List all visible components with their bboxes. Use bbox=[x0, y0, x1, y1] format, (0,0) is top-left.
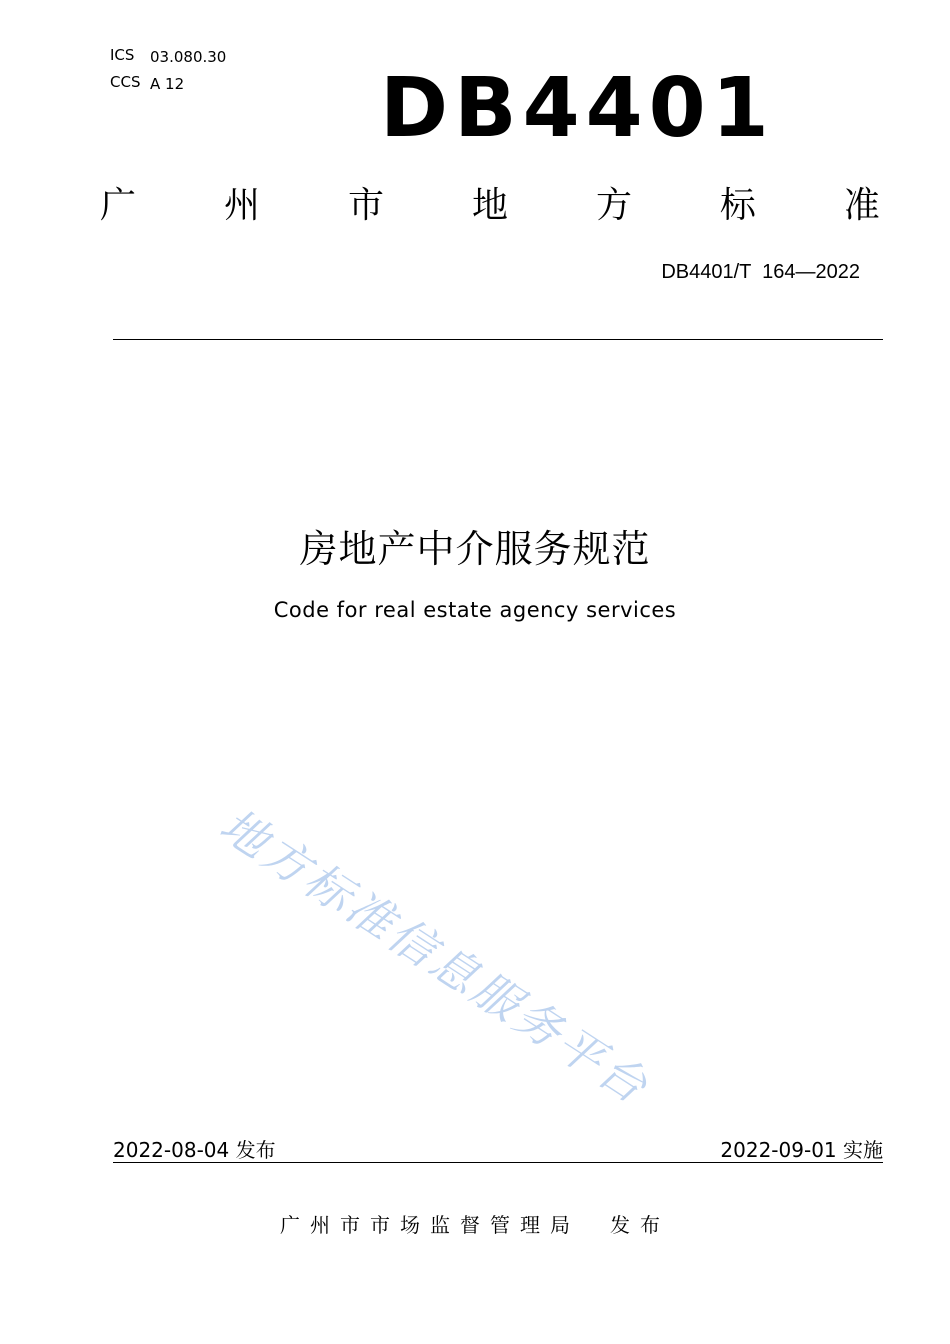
document-title-chinese: 房地产中介服务规范 bbox=[299, 527, 651, 571]
standard-number: DB4401/T 164—2022 bbox=[661, 261, 860, 283]
ccs-label: CCS bbox=[110, 73, 141, 91]
ccs-value: A 12 bbox=[150, 75, 185, 93]
standard-type-char: 州 bbox=[223, 185, 260, 226]
standard-type-char: 方 bbox=[595, 185, 632, 226]
header-divider bbox=[113, 339, 883, 340]
standard-type-char: 地 bbox=[471, 185, 508, 226]
publisher: 广州市市场监督管理局 发布 bbox=[280, 1213, 670, 1237]
ics-label: ICS bbox=[110, 46, 135, 64]
implementation-date: 2022-09-01 实施 bbox=[720, 1138, 883, 1162]
footer-divider bbox=[113, 1162, 883, 1163]
watermark: 地方标准信息服务平台 bbox=[210, 797, 660, 1116]
standard-type-char: 准 bbox=[843, 185, 880, 226]
document-title-english: Code for real estate agency services bbox=[273, 598, 677, 622]
standard-type-char: 广 bbox=[100, 185, 137, 226]
standard-type-heading bbox=[100, 185, 880, 226]
standard-code-logo: DB4401 bbox=[380, 61, 775, 156]
issue-date: 2022-08-04 发布 bbox=[113, 1138, 276, 1162]
ics-value: 03.080.30 bbox=[150, 48, 227, 66]
standard-type-char: 市 bbox=[347, 185, 384, 226]
standard-type-char: 标 bbox=[719, 185, 756, 226]
